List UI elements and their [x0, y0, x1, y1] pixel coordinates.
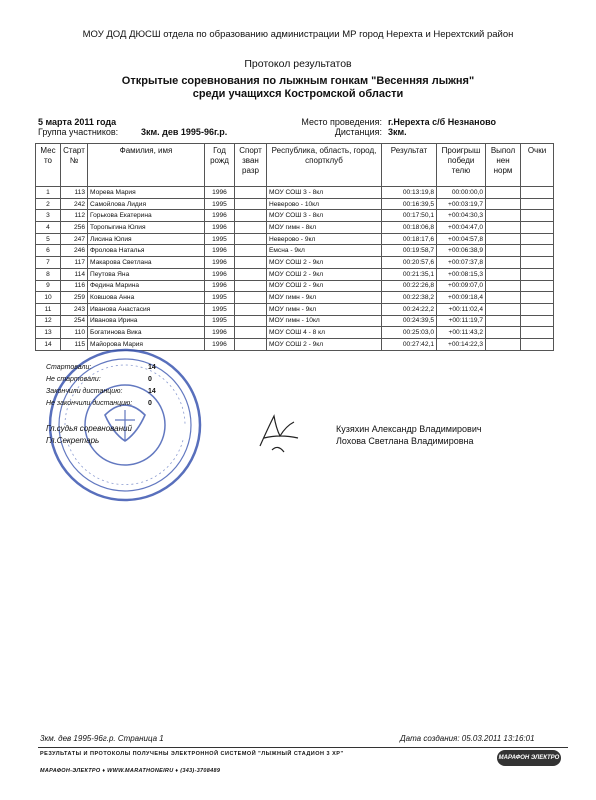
cell-place: 4 — [36, 222, 61, 234]
cell-start-no: 242 — [61, 198, 88, 210]
cell-club: МОУ СОШ 3 - 8кл — [267, 210, 382, 222]
cell-sport-rank — [235, 280, 267, 292]
cell-birth-year: 1995 — [205, 315, 235, 327]
cell-place: 7 — [36, 257, 61, 269]
column-header-birth-year: Год рожд — [205, 144, 235, 187]
cell-name: Богатинова Вика — [88, 327, 205, 339]
cell-points — [521, 303, 554, 315]
cell-start-no: 116 — [61, 280, 88, 292]
handwritten-signature — [250, 408, 310, 458]
cell-gap: +00:11:43,2 — [437, 327, 486, 339]
footer-creation-date: Дата создания: 05.03.2011 13:16:01 — [400, 734, 535, 743]
cell-norm — [486, 210, 521, 222]
footer-system-note: РЕЗУЛЬТАТЫ И ПРОТОКОЛЫ ПОЛУЧЕНЫ ЭЛЕКТРОННОЙ СИСТЕМОЙ "ЛЫЖНЫЙ СТАДИОН 3 XP" — [40, 751, 344, 757]
cell-sport-rank — [235, 303, 267, 315]
cell-name: Ковшова Анна — [88, 292, 205, 304]
cell-name: Пеутова Яна — [88, 268, 205, 280]
cell-birth-year: 1995 — [205, 233, 235, 245]
cell-points — [521, 245, 554, 257]
cell-result: 00:13:19,8 — [382, 187, 437, 199]
cell-norm — [486, 233, 521, 245]
cell-name: Федина Марина — [88, 280, 205, 292]
cell-result: 00:20:57,6 — [382, 257, 437, 269]
cell-start-no: 254 — [61, 315, 88, 327]
cell-club: МОУ гимн - 9кл — [267, 303, 382, 315]
cell-place: 11 — [36, 303, 61, 315]
column-header-gap: Проигрыш победи телю — [437, 144, 486, 187]
table-row — [36, 303, 554, 315]
cell-start-no: 113 — [61, 187, 88, 199]
table-row — [36, 233, 554, 245]
cell-points — [521, 268, 554, 280]
started-value: 14 — [148, 364, 156, 371]
cell-result: 00:21:35,1 — [382, 268, 437, 280]
cell-gap: +00:06:38,9 — [437, 245, 486, 257]
cell-points — [521, 257, 554, 269]
table-row — [36, 222, 554, 234]
cell-sport-rank — [235, 187, 267, 199]
cell-club: МОУ гимн - 10кл — [267, 315, 382, 327]
cell-start-no: 110 — [61, 327, 88, 339]
judge-name: Кузяхин Александр Владимирович — [336, 424, 482, 434]
cell-gap: +00:04:30,3 — [437, 210, 486, 222]
cell-norm — [486, 280, 521, 292]
cell-club: МОУ СОШ 2 - 9кл — [267, 280, 382, 292]
cell-sport-rank — [235, 245, 267, 257]
cell-birth-year: 1995 — [205, 303, 235, 315]
cell-points — [521, 338, 554, 350]
column-header-result: Результат — [382, 144, 437, 187]
cell-norm — [486, 303, 521, 315]
cell-norm — [486, 257, 521, 269]
cell-place: 14 — [36, 338, 61, 350]
cell-name: Майорова Мария — [88, 338, 205, 350]
cell-place: 2 — [36, 198, 61, 210]
cell-points — [521, 315, 554, 327]
cell-points — [521, 233, 554, 245]
cell-points — [521, 222, 554, 234]
cell-place: 10 — [36, 292, 61, 304]
table-row — [36, 257, 554, 269]
cell-norm — [486, 315, 521, 327]
cell-place: 6 — [36, 245, 61, 257]
table-row — [36, 210, 554, 222]
cell-result: 00:22:38,2 — [382, 292, 437, 304]
cell-norm — [486, 338, 521, 350]
cell-name: Самойлова Лидия — [88, 198, 205, 210]
finished-label: Закончили дистанцию: — [46, 388, 123, 395]
cell-name: Макарова Светлана — [88, 257, 205, 269]
cell-norm — [486, 327, 521, 339]
cell-place: 13 — [36, 327, 61, 339]
cell-club: МОУ СОШ 2 - 9кл — [267, 268, 382, 280]
distance-value: 3км. — [388, 127, 407, 137]
cell-start-no: 246 — [61, 245, 88, 257]
cell-sport-rank — [235, 198, 267, 210]
table-row — [36, 280, 554, 292]
cell-sport-rank — [235, 268, 267, 280]
group-label: Группа участников: — [38, 127, 119, 137]
cell-result: 00:24:22,2 — [382, 303, 437, 315]
cell-points — [521, 280, 554, 292]
column-header-norm: Выпол нен норм — [486, 144, 521, 187]
table-row — [36, 245, 554, 257]
cell-result: 00:16:39,5 — [382, 198, 437, 210]
cell-club: МОУ гимн - 9кл — [267, 292, 382, 304]
cell-club: МОУ СОШ 4 - 8 кл — [267, 327, 382, 339]
table-row — [36, 292, 554, 304]
cell-start-no: 256 — [61, 222, 88, 234]
column-header-sport-rank: Спорт зван разр — [235, 144, 267, 187]
cell-norm — [486, 187, 521, 199]
cell-name: Фролова Наталья — [88, 245, 205, 257]
cell-name: Лисина Юлия — [88, 233, 205, 245]
started-label: Стартовали: — [46, 364, 92, 371]
marathon-logo: МАРАФОН ЭЛЕКТРО — [497, 750, 561, 766]
cell-birth-year: 1995 — [205, 292, 235, 304]
cell-result: 00:27:42,1 — [382, 338, 437, 350]
not-started-label: Не стартовали: — [46, 376, 101, 383]
cell-birth-year: 1996 — [205, 327, 235, 339]
cell-sport-rank — [235, 233, 267, 245]
cell-points — [521, 198, 554, 210]
cell-birth-year: 1996 — [205, 210, 235, 222]
table-row — [36, 327, 554, 339]
cell-place: 1 — [36, 187, 61, 199]
distance-label: Дистанция: — [334, 127, 382, 137]
table-row — [36, 268, 554, 280]
cell-sport-rank — [235, 222, 267, 234]
cell-name: Иванова Анастасия — [88, 303, 205, 315]
cell-place: 3 — [36, 210, 61, 222]
cell-points — [521, 327, 554, 339]
cell-birth-year: 1996 — [205, 245, 235, 257]
table-header-row — [36, 144, 554, 187]
cell-club: Неверово - 9кл — [267, 233, 382, 245]
column-header-name: Фамилия, имя — [88, 144, 205, 187]
cell-club: МОУ СОШ 3 - 8кл — [267, 187, 382, 199]
cell-birth-year: 1996 — [205, 222, 235, 234]
cell-birth-year: 1996 — [205, 268, 235, 280]
cell-start-no: 243 — [61, 303, 88, 315]
cell-norm — [486, 245, 521, 257]
cell-points — [521, 187, 554, 199]
cell-result: 00:19:58,7 — [382, 245, 437, 257]
cell-start-no: 114 — [61, 268, 88, 280]
place-label: Место проведения: — [301, 117, 382, 127]
cell-start-no: 247 — [61, 233, 88, 245]
cell-gap: +00:09:07,0 — [437, 280, 486, 292]
cell-start-no: 112 — [61, 210, 88, 222]
cell-gap: 00:00:00,0 — [437, 187, 486, 199]
cell-place: 8 — [36, 268, 61, 280]
cell-norm — [486, 198, 521, 210]
footer-page-info: 3км. дев 1995-96г.р. Страница 1 — [40, 734, 164, 743]
cell-sport-rank — [235, 210, 267, 222]
group-value: 3км. дев 1995-96г.р. — [141, 127, 228, 137]
cell-norm — [486, 292, 521, 304]
column-header-points: Очки — [521, 144, 554, 187]
cell-gap: +00:09:18,4 — [437, 292, 486, 304]
place-value: г.Нерехта с/б Незнаново — [388, 117, 496, 127]
footer-divider — [38, 747, 568, 748]
finished-value: 14 — [148, 388, 156, 395]
cell-norm — [486, 268, 521, 280]
cell-sport-rank — [235, 292, 267, 304]
cell-club: Неверово - 10кл — [267, 198, 382, 210]
cell-birth-year: 1996 — [205, 257, 235, 269]
cell-club: МОУ гимн - 8кл — [267, 222, 382, 234]
cell-club: МОУ СОШ 2 - 9кл — [267, 338, 382, 350]
competition-title: Открытые соревнования по лыжным гонкам "Весенняя лыжня" — [121, 75, 475, 87]
cell-gap: +00:14:22,3 — [437, 338, 486, 350]
cell-gap: +00:08:15,3 — [437, 268, 486, 280]
cell-result: 00:22:26,8 — [382, 280, 437, 292]
cell-points — [521, 292, 554, 304]
cell-place: 9 — [36, 280, 61, 292]
cell-sport-rank — [235, 338, 267, 350]
cell-norm — [486, 222, 521, 234]
organization-header: МОУ ДОД ДЮСШ отдела по образованию администрации МР город Нерехта и Нерехтский район — [82, 29, 514, 40]
cell-birth-year: 1996 — [205, 187, 235, 199]
not-finished-label: Не закончили дистанцию: — [46, 400, 133, 407]
cell-gap: +00:04:47,0 — [437, 222, 486, 234]
cell-gap: +00:03:19,7 — [437, 198, 486, 210]
event-date: 5 марта 2011 года — [38, 117, 117, 127]
column-header-place: Мес то — [36, 144, 61, 187]
secretary-label: Гл.Секретарь — [46, 436, 100, 445]
cell-club: Емсна - 9кл — [267, 245, 382, 257]
cell-result: 00:18:06,8 — [382, 222, 437, 234]
judge-label: Гл.судья соревнований — [46, 424, 132, 433]
competition-subtitle: среди учащихся Костромской области — [192, 88, 404, 100]
table-row — [36, 187, 554, 199]
cell-sport-rank — [235, 257, 267, 269]
cell-start-no: 259 — [61, 292, 88, 304]
cell-name: Горькова Екатерина — [88, 210, 205, 222]
table-row — [36, 315, 554, 327]
results-table — [35, 143, 554, 351]
cell-sport-rank — [235, 327, 267, 339]
cell-name: Торопыгина Юлия — [88, 222, 205, 234]
cell-sport-rank — [235, 315, 267, 327]
column-header-club: Республика, область, город, спортклуб — [267, 144, 382, 187]
cell-name: Морева Мария — [88, 187, 205, 199]
cell-result: 00:24:39,5 — [382, 315, 437, 327]
cell-result: 00:25:03,0 — [382, 327, 437, 339]
cell-name: Иванова Ирина — [88, 315, 205, 327]
cell-birth-year: 1996 — [205, 280, 235, 292]
cell-points — [521, 210, 554, 222]
cell-birth-year: 1996 — [205, 338, 235, 350]
cell-result: 00:17:50,1 — [382, 210, 437, 222]
column-header-start-no: Старт № — [61, 144, 88, 187]
secretary-name: Лохова Светлана Владимировна — [336, 436, 474, 446]
cell-gap: +00:11:19,7 — [437, 315, 486, 327]
protocol-title: Протокол результатов — [244, 58, 352, 70]
cell-result: 00:18:17,6 — [382, 233, 437, 245]
cell-gap: +00:04:57,8 — [437, 233, 486, 245]
table-row — [36, 198, 554, 210]
not-started-value: 0 — [148, 376, 152, 383]
cell-birth-year: 1995 — [205, 198, 235, 210]
footer-contact-note: МАРАФОН-ЭЛЕКТРО ♦ WWW.MARATHONEIRU ♦ (343)-3708489 — [40, 768, 221, 774]
cell-place: 5 — [36, 233, 61, 245]
cell-gap: +00:11:02,4 — [437, 303, 486, 315]
cell-start-no: 117 — [61, 257, 88, 269]
cell-club: МОУ СОШ 2 - 9кл — [267, 257, 382, 269]
cell-place: 12 — [36, 315, 61, 327]
not-finished-value: 0 — [148, 400, 152, 407]
cell-gap: +00:07:37,8 — [437, 257, 486, 269]
cell-start-no: 115 — [61, 338, 88, 350]
